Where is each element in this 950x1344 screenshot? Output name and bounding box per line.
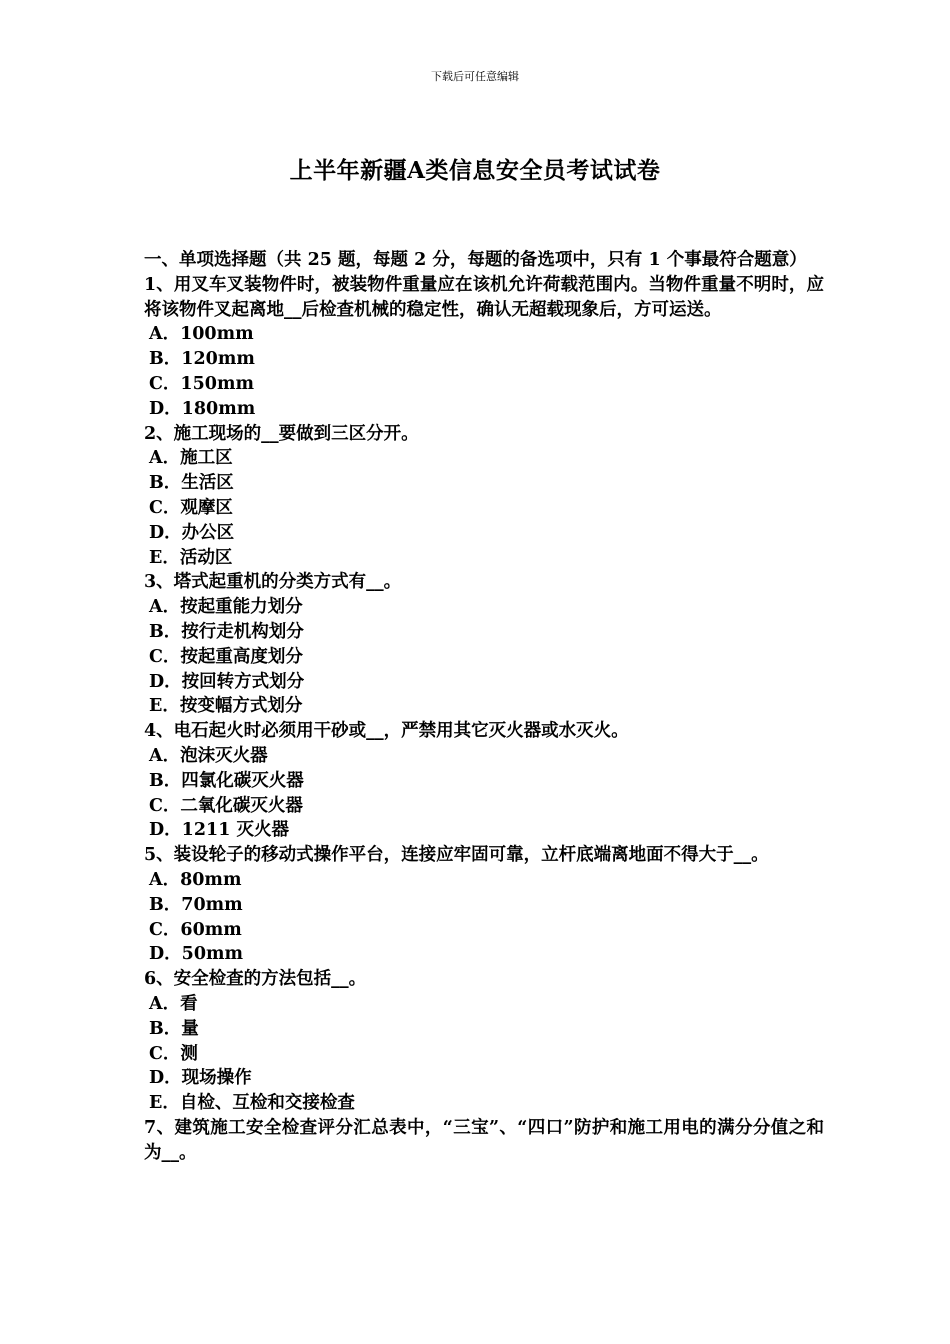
option-e: E．按变幅方式划分 bbox=[149, 696, 303, 717]
option-c: C．二氧化碳灭火器 bbox=[149, 795, 303, 816]
option-a: A．80mm bbox=[149, 869, 242, 890]
option-c: C．观摩区 bbox=[149, 497, 233, 518]
question-stem: 4、电石起火时必须用干砂或__，严禁用其它灭火器或水灭火。 bbox=[144, 721, 629, 742]
option-d: D．按回转方式划分 bbox=[149, 671, 305, 692]
question-2 bbox=[144, 422, 824, 571]
option-c: C．按起重高度划分 bbox=[149, 646, 303, 667]
question-list bbox=[144, 248, 824, 1165]
option-b: B．70mm bbox=[149, 894, 243, 915]
option-d: D．办公区 bbox=[149, 522, 235, 543]
document-title: 上半年新疆A类信息安全员考试试卷 bbox=[289, 157, 661, 184]
question-5 bbox=[144, 843, 824, 967]
question-stem: 7、建筑施工安全检查评分汇总表中，“三宝”、“四口”防护和施工用电的满分分值之和为__。 bbox=[144, 1117, 825, 1163]
option-d: D．50mm bbox=[149, 944, 244, 965]
option-c: C．60mm bbox=[149, 919, 242, 940]
option-a: A．按起重能力划分 bbox=[149, 597, 303, 618]
option-c: C．测 bbox=[149, 1043, 198, 1064]
question-1 bbox=[144, 273, 824, 422]
question-stem: 2、施工现场的__要做到三区分开。 bbox=[144, 423, 419, 444]
option-a: A．100mm bbox=[149, 324, 254, 345]
question-3 bbox=[144, 570, 824, 719]
option-b: B．量 bbox=[149, 1018, 199, 1039]
question-stem: 6、安全检查的方法包括__。 bbox=[144, 969, 367, 990]
option-b: B．按行走机构划分 bbox=[149, 621, 304, 642]
question-7 bbox=[144, 1116, 824, 1166]
question-stem: 5、装设轮子的移动式操作平台，连接应牢固可靠，立杆底端离地面不得大于__。 bbox=[144, 845, 769, 866]
option-c: C．150mm bbox=[149, 373, 254, 394]
question-stem: 3、塔式起重机的分类方式有__。 bbox=[144, 572, 402, 593]
option-a: A．泡沫灭火器 bbox=[149, 745, 268, 766]
option-d: D．现场操作 bbox=[149, 1068, 252, 1089]
option-b: B．生活区 bbox=[149, 473, 234, 494]
question-6 bbox=[144, 967, 824, 1116]
option-a: A．看 bbox=[149, 993, 198, 1014]
option-a: A．施工区 bbox=[149, 448, 233, 469]
option-d: D．1211 灭火器 bbox=[149, 820, 289, 841]
option-d: D．180mm bbox=[149, 398, 256, 419]
option-e: E．活动区 bbox=[149, 547, 233, 568]
question-4 bbox=[144, 719, 824, 843]
option-b: B．120mm bbox=[149, 349, 255, 370]
header-note: 下载后可任意编辑 bbox=[431, 70, 519, 83]
option-e: E．自检、互检和交接检查 bbox=[149, 1093, 355, 1114]
option-b: B．四氯化碳灭火器 bbox=[149, 770, 304, 791]
question-stem: 1、用叉车叉装物件时，被装物件重量应在该机允许荷载范围内。当物件重量不明时，应将该物件叉起离地__后检查机械的稳定性，确认无超载现象后，方可运送。 bbox=[144, 274, 824, 320]
section-heading: 一、单项选择题（共 25 题，每题 2 分，每题的备选项中，只有 1 个事最符合题意） bbox=[144, 250, 807, 270]
